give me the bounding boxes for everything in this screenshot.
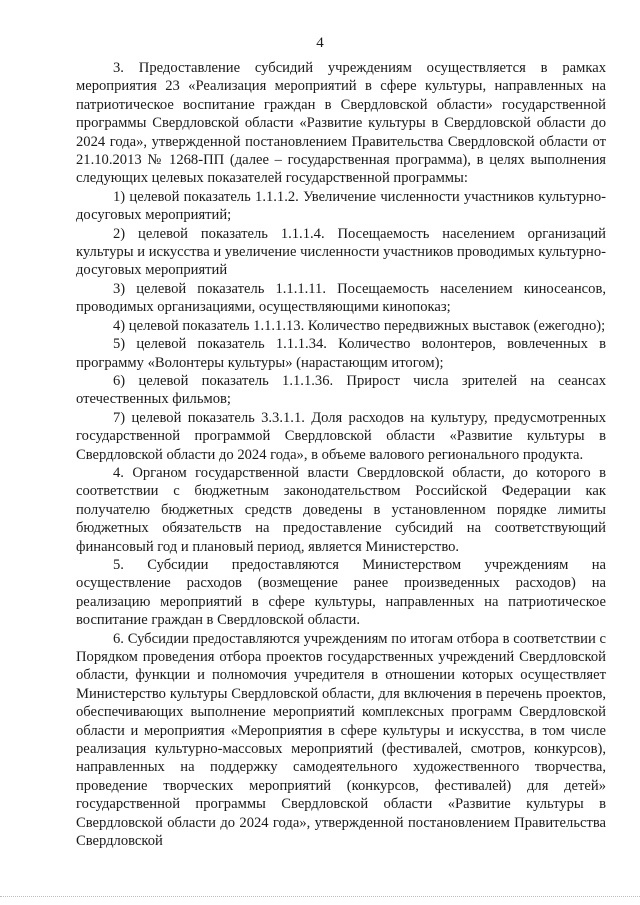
document-body xyxy=(76,59,606,850)
page-number: 4 xyxy=(316,35,324,51)
paragraph-5: 5. Субсидии предоставляются Министерством учреждениям на осуществление расходов (возмещение ранее произведенных расходов) на реализацию мероприятий в сфере культуры, направленных на патриотическое воспитание граждан в Свердловской области. xyxy=(76,556,606,629)
paragraph-6: 6. Субсидии предоставляются учреждениям по итогам отбора в соответствии с Порядком проведения отбора проектов государственных учреждений Свердловской области, функции и полномочия учредителя в отношении которых осуществляет Министерство культуры Свердловской области, для включения в перечень проектов, обеспечивающих выполнение мероприятий комплексных программ Свердловской области и мероприятия «Мероприятия в сфере культуры и искусства, в том числе реализация культурно-массовых мероприятий (фестивалей, смотров, конкурсов), направленных на поддержку самодеятельного художественного творчества, проведение творческих мероприятий (конкурсов, фестивалей) для детей» государственной программы Свердловской области «Развитие культуры в Свердловской области до 2024 года», утвержденной постановлением Правительства Свердловской xyxy=(76,630,606,850)
target-indicator-6: 6) целевой показатель 1.1.1.36. Прирост числа зрителей на сеансах отечественных фильмов; xyxy=(76,372,606,408)
target-indicator-1: 1) целевой показатель 1.1.1.2. Увеличение численности участников культурно-досуговых мероприятий; xyxy=(76,188,606,224)
target-indicator-2: 2) целевой показатель 1.1.1.4. Посещаемость населением организаций культуры и искусства и увеличение численности участников проводимых культурно-досуговых мероприятий xyxy=(76,225,606,279)
target-indicator-4: 4) целевой показатель 1.1.1.13. Количество передвижных выставок (ежегодно); xyxy=(113,317,606,334)
paragraph-3: 3. Предоставление субсидий учреждениям осуществляется в рамках мероприятия 23 «Реализация мероприятий в сфере культуры, направленных на патриотическое воспитание граждан в Свердловской области» государственной программы Свердловской области «Развитие культуры в Свердловской области до 2024 года», утвержденной постановлением Правительства Свердловской области от 21.10.2013 № 1268-ПП (далее – государственная программа), в целях выполнения следующих целевых показателей государственной программы: xyxy=(76,60,606,187)
paragraph-4: 4. Органом государственной власти Свердловской области, до которого в соответствии с бюджетным законодательством Российской Федерации как получателю бюджетных средств доведены в установленном порядке лимиты бюджетных обязательств на предоставление субсидий на соответствующий финансовый год и плановый период, является Министерство. xyxy=(76,464,606,555)
scan-edge-divider xyxy=(0,896,640,898)
target-indicator-3: 3) целевой показатель 1.1.1.11. Посещаемость населением киносеансов, проводимых организациями, осуществляющими кинопоказ; xyxy=(76,280,606,316)
target-indicator-5: 5) целевой показатель 1.1.1.34. Количество волонтеров, вовлеченных в программу «Волонтеры культуры» (нарастающим итогом); xyxy=(76,336,606,371)
target-indicator-7: 7) целевой показатель 3.3.1.1. Доля расходов на культуру, предусмотренных государственной программой Свердловской области «Развитие культуры в Свердловской области до 2024 года», в объеме валового регионального продукта. xyxy=(76,409,606,463)
